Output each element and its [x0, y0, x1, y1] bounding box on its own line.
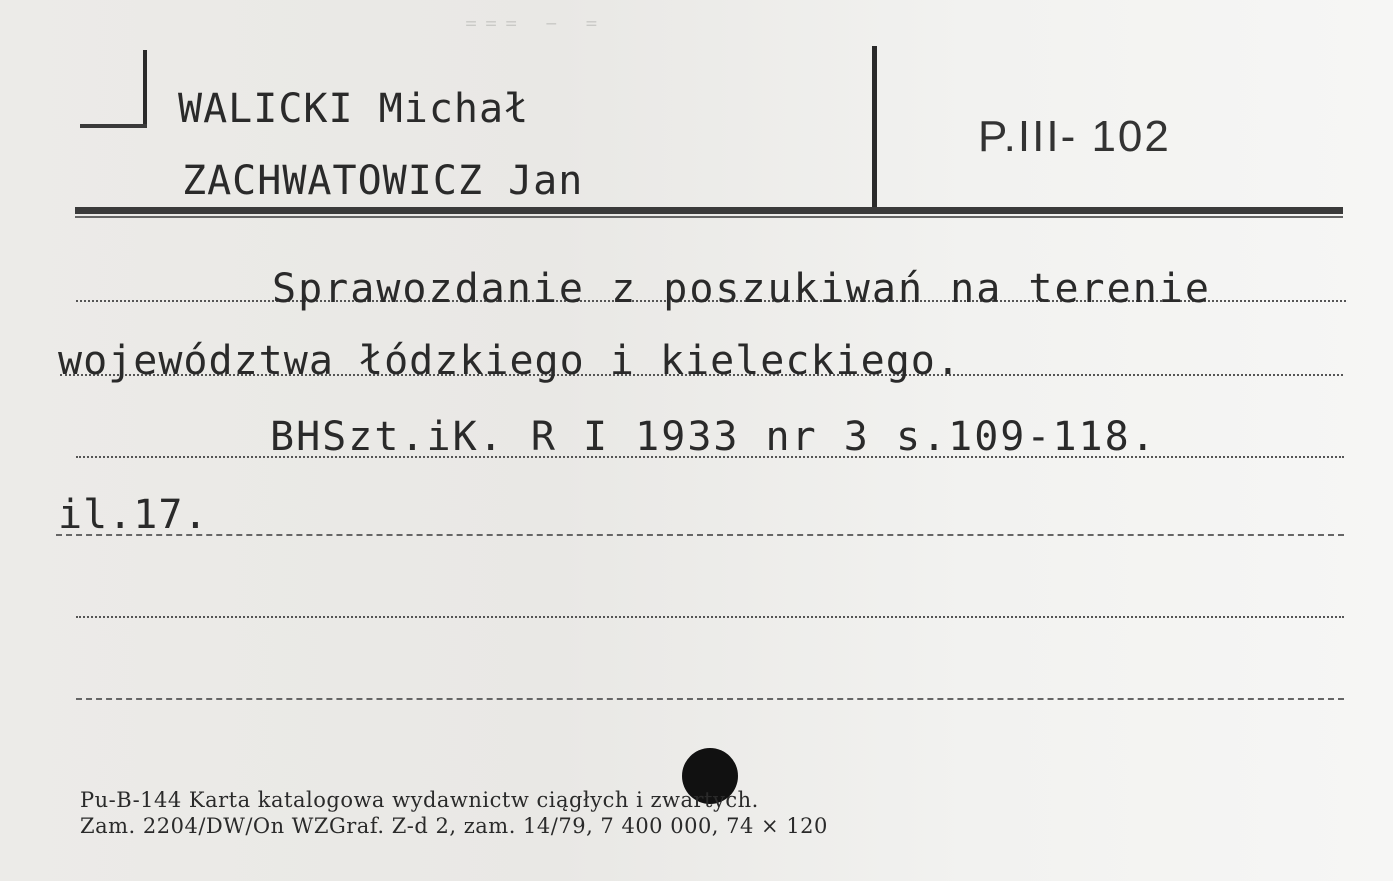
author-primary: WALICKI Michał [178, 86, 530, 132]
header-rule-thin [75, 216, 1343, 218]
title-line-2: województwa łódzkiego i kieleckiego. [58, 338, 961, 384]
line-guide-5 [76, 616, 1344, 618]
header-rule [75, 207, 1343, 214]
line-guide-6 [76, 698, 1344, 700]
line-guide-4 [56, 534, 1344, 536]
title-line-1: Sprawozdanie z poszukiwań na terenie [272, 266, 1211, 312]
left-bracket-horizontal [80, 124, 147, 128]
illustrations-note: il.17. [58, 492, 209, 538]
footer-line-1: Pu-B-144 Karta katalogowa wydawnictw ciągłych i zwartych. [80, 788, 759, 812]
footer-line-2: Zam. 2204/DW/On WZGraf. Z-d 2, zam. 14/79, 7 400 000, 74 × 120 [80, 814, 828, 838]
source-line: BHSzt.iK. R I 1933 nr 3 s.109-118. [270, 414, 1157, 460]
faint-stamp-mark: ⁼⁼⁼ ⁻ ⁼ [462, 12, 603, 47]
left-bracket-vertical [143, 50, 147, 128]
call-number: P.III- 102 [978, 112, 1171, 161]
author-secondary: ZACHWATOWICZ Jan [182, 158, 584, 204]
header-divider [872, 46, 877, 210]
